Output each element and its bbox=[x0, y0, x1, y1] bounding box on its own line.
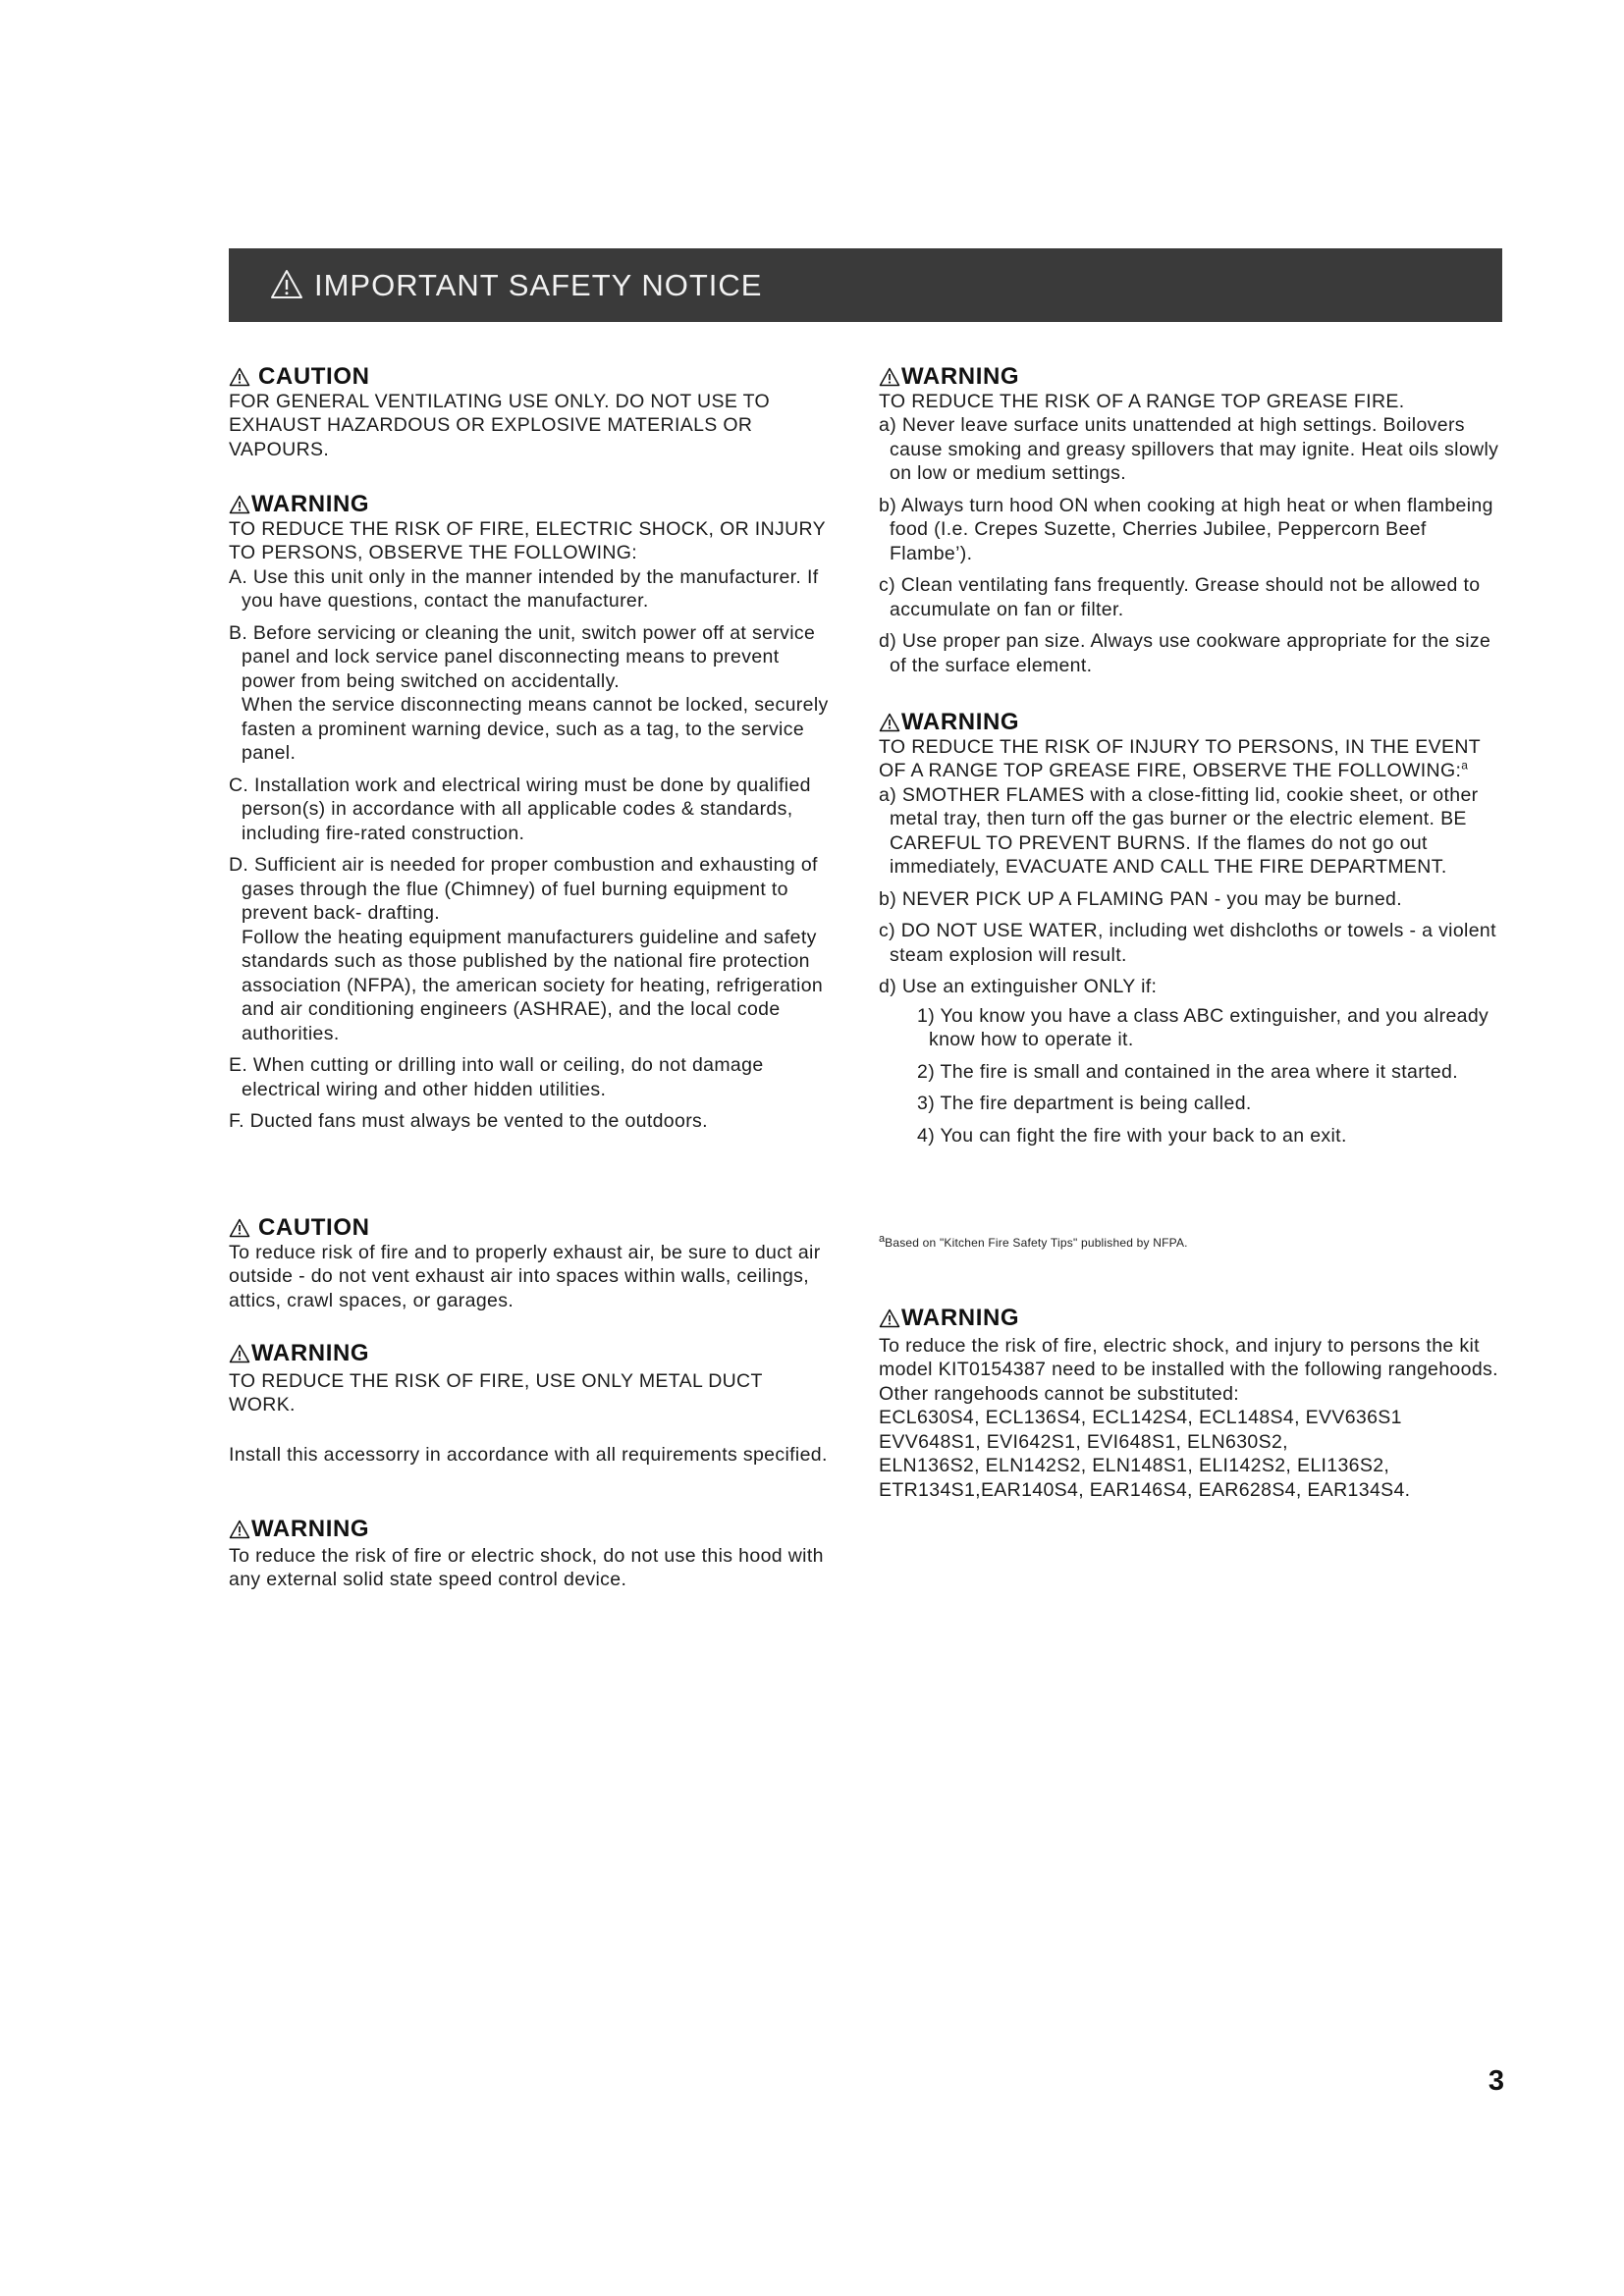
item-label: D. bbox=[229, 854, 249, 876]
item-text: Use an extinguisher ONLY if: bbox=[901, 976, 1158, 997]
item-text: Clean ventilating fans frequently. Grease should not be allowed to accumulate on fan or filter. bbox=[890, 574, 1481, 620]
warning-heading bbox=[879, 1307, 1499, 1331]
sub-list-item bbox=[879, 1004, 1499, 1052]
footnote-text: Based on "Kitchen Fire Safety Tips" published by NFPA. bbox=[885, 1236, 1188, 1250]
list-item bbox=[879, 919, 1499, 967]
warning-triangle-icon bbox=[270, 269, 303, 299]
heading-label: CAUTION bbox=[258, 1214, 370, 1241]
footnote-marker: a bbox=[1461, 758, 1468, 773]
list-item bbox=[229, 1109, 833, 1134]
list-item bbox=[229, 565, 833, 614]
item-label: a) bbox=[879, 783, 897, 806]
warning-heading bbox=[879, 711, 1499, 735]
item-text: You can fight the fire with your back to an exit. bbox=[940, 1124, 1347, 1147]
warning-kit-compatibility bbox=[879, 1307, 1499, 1502]
item-label: A. bbox=[229, 565, 248, 588]
warning-triangle-icon bbox=[879, 1308, 900, 1328]
warning-lead-text: TO REDUCE THE RISK OF INJURY TO PERSONS, IN THE EVENT OF A RANGE TOP GREASE FIRE, OBSERVE THE FOLLOWING: bbox=[879, 735, 1481, 781]
model-list bbox=[879, 1406, 1499, 1502]
warning-triangle-icon bbox=[229, 367, 250, 387]
warning-grease-fire bbox=[879, 365, 1499, 677]
warning-triangle-icon bbox=[879, 367, 900, 387]
page-number: 3 bbox=[1488, 2065, 1504, 2097]
list-item bbox=[229, 853, 833, 1045]
warning-triangle-icon bbox=[229, 1344, 250, 1363]
heading-label: WARNING bbox=[251, 1516, 370, 1542]
caution-heading bbox=[229, 365, 833, 390]
warning-heading bbox=[229, 1518, 833, 1542]
item-text: SMOTHER FLAMES with a close-fitting lid, cookie sheet, or other metal tray, then turn off the gas burner or the electric element. BE CAREFUL TO PREVENT BURNS. If the flames do not go out immediately, EVACUATE AND CALL THE FIRE DEPARTMENT. bbox=[890, 783, 1479, 878]
list-item bbox=[879, 413, 1499, 486]
footnote bbox=[879, 1235, 1499, 1251]
item-text: DO NOT USE WATER, including wet dishcloths or towels - a violent steam explosion will result. bbox=[890, 920, 1496, 966]
footnote-marker: a bbox=[879, 1233, 886, 1245]
item-text: Use proper pan size. Always use cookware appropriate for the size of the surface element. bbox=[890, 630, 1491, 676]
item-text: You know you have a class ABC extinguisher, and you already know how to operate it. bbox=[929, 1004, 1489, 1050]
caution-general-ventilating bbox=[229, 365, 833, 461]
item-text: Use this unit only in the manner intended by the manufacturer. If you have questions, contact the manufacturer. bbox=[242, 565, 819, 612]
safety-notice-banner bbox=[229, 248, 1502, 322]
warning-lead bbox=[879, 735, 1499, 783]
warning-lead: TO REDUCE THE RISK OF A RANGE TOP GREASE FIRE. bbox=[879, 390, 1405, 412]
heading-label: WARNING bbox=[901, 363, 1020, 390]
item-label: 3) bbox=[917, 1093, 936, 1114]
list-item bbox=[879, 887, 1499, 912]
item-text: NEVER PICK UP A FLAMING PAN - you may be burned. bbox=[901, 887, 1403, 910]
item-extra-text: When the service disconnecting means cannot be locked, securely fasten a prominent warning device, such as a tag, to the service panel. bbox=[242, 694, 829, 764]
item-extra-text: Follow the heating equipment manufacturers guideline and safety standards such as those published by the national fire protection association (NFPA), the american society for heating, refrigeration and air conditioning engineers (ASHRAE), and the local code authorities. bbox=[242, 926, 824, 1044]
item-text: Before servicing or cleaning the unit, switch power off at service panel and lock service panel disconnecting means to prevent power from being switched on accidentally. bbox=[242, 621, 816, 692]
item-label: d) bbox=[879, 976, 897, 997]
warning-heading bbox=[229, 1342, 833, 1366]
item-label: F. bbox=[229, 1110, 244, 1132]
item-text: Never leave surface units unattended at high settings. Boilovers cause smoking and greasy spillovers that may ignite. Heat oils slowly on low or medium settings. bbox=[890, 414, 1499, 484]
caution-heading bbox=[229, 1216, 833, 1241]
heading-label: WARNING bbox=[251, 1340, 370, 1366]
item-text: Ducted fans must always be vented to the outdoors. bbox=[249, 1110, 708, 1132]
item-label: b) bbox=[879, 887, 897, 910]
warning-injury-grease-fire bbox=[879, 711, 1499, 1148]
item-label: 2) bbox=[917, 1060, 936, 1083]
caution-text: FOR GENERAL VENTILATING USE ONLY. DO NOT USE TO EXHAUST HAZARDOUS OR EXPLOSIVE MATERIALS OR VAPOURS. bbox=[229, 390, 771, 460]
item-label: C. bbox=[229, 774, 249, 796]
item-label: B. bbox=[229, 621, 248, 644]
sub-list-item bbox=[879, 1092, 1499, 1116]
list-item bbox=[879, 783, 1499, 880]
warning-heading bbox=[879, 365, 1499, 390]
heading-label: WARNING bbox=[901, 1305, 1020, 1331]
item-text: The fire department is being called. bbox=[940, 1093, 1252, 1114]
warning-text: To reduce the risk of fire, electric shock, and injury to persons the kit model KIT0154387 need to be installed with the following rangehoods. Other rangehoods cannot be substituted: bbox=[879, 1334, 1498, 1405]
item-label: 4) bbox=[917, 1124, 936, 1147]
heading-label: WARNING bbox=[251, 491, 370, 517]
list-item bbox=[879, 629, 1499, 677]
heading-label: CAUTION bbox=[258, 363, 370, 390]
model-line: EVV648S1, EVI642S1, EVI648S1, ELN630S2, bbox=[879, 1430, 1288, 1453]
warning-metal-duct bbox=[229, 1342, 833, 1467]
warning-text: TO REDUCE THE RISK OF FIRE, USE ONLY METAL DUCT WORK. bbox=[229, 1369, 763, 1415]
list-item bbox=[229, 1053, 833, 1101]
list-item bbox=[879, 573, 1499, 621]
item-label: c) bbox=[879, 574, 895, 596]
item-label: a) bbox=[879, 414, 897, 436]
item-text: Sufficient air is needed for proper combustion and exhausting of gases through the flue (Chimney) of fuel burning equipment to prevent back- drafting. bbox=[242, 854, 818, 924]
item-label: d) bbox=[879, 630, 897, 652]
model-line: ECL630S4, ECL136S4, ECL142S4, ECL148S4, EVV636S1 bbox=[879, 1407, 1402, 1428]
warning-triangle-icon bbox=[229, 495, 250, 514]
list-item bbox=[229, 774, 833, 846]
warning-text: To reduce the risk of fire or electric shock, do not use this hood with any external solid state speed control device. bbox=[229, 1544, 824, 1590]
item-text: Always turn hood ON when cooking at high heat or when flambeing food (I.e. Crepes Suzette, Cherries Jubilee, Peppercorn Beef Flambe’). bbox=[890, 494, 1493, 564]
caution-duct-outside bbox=[229, 1216, 833, 1312]
sub-list-item bbox=[879, 1124, 1499, 1148]
model-line: ETR134S1,EAR140S4, EAR146S4, EAR628S4, EAR134S4. bbox=[879, 1478, 1411, 1501]
list-item bbox=[879, 975, 1499, 999]
page-title: IMPORTANT SAFETY NOTICE bbox=[314, 268, 763, 302]
heading-label: WARNING bbox=[901, 709, 1020, 735]
list-item bbox=[229, 621, 833, 766]
item-label: b) bbox=[879, 494, 897, 516]
warning-triangle-icon bbox=[229, 1218, 250, 1238]
caution-text: To reduce risk of fire and to properly exhaust air, be sure to duct air outside - do not vent exhaust air into spaces within walls, ceilings, attics, crawl spaces, or garages. bbox=[229, 1241, 821, 1311]
warning-fire-shock-injury bbox=[229, 493, 833, 1134]
installation-note: Install this accessorry in accordance with all requirements specified. bbox=[229, 1443, 828, 1466]
warning-speed-control bbox=[229, 1518, 833, 1592]
warning-heading bbox=[229, 493, 833, 517]
model-line: ELN136S2, ELN142S2, ELN148S1, ELI142S2, ELI136S2, bbox=[879, 1455, 1390, 1476]
warning-triangle-icon bbox=[229, 1520, 250, 1539]
item-text: The fire is small and contained in the area where it started. bbox=[940, 1060, 1458, 1083]
item-text: Installation work and electrical wiring must be done by qualified person(s) in accordance with all applicable codes & standards, including fire-rated construction. bbox=[242, 774, 811, 844]
warning-lead: TO REDUCE THE RISK OF FIRE, ELECTRIC SHOCK, OR INJURY TO PERSONS, OBSERVE THE FOLLOWING: bbox=[229, 517, 826, 563]
list-item bbox=[879, 494, 1499, 566]
item-label: E. bbox=[229, 1054, 248, 1076]
item-text: When cutting or drilling into wall or ceiling, do not damage electrical wiring and other hidden utilities. bbox=[242, 1054, 764, 1100]
item-label: 1) bbox=[917, 1004, 936, 1027]
warning-triangle-icon bbox=[879, 713, 900, 732]
item-label: c) bbox=[879, 920, 895, 941]
sub-list-item bbox=[879, 1060, 1499, 1085]
